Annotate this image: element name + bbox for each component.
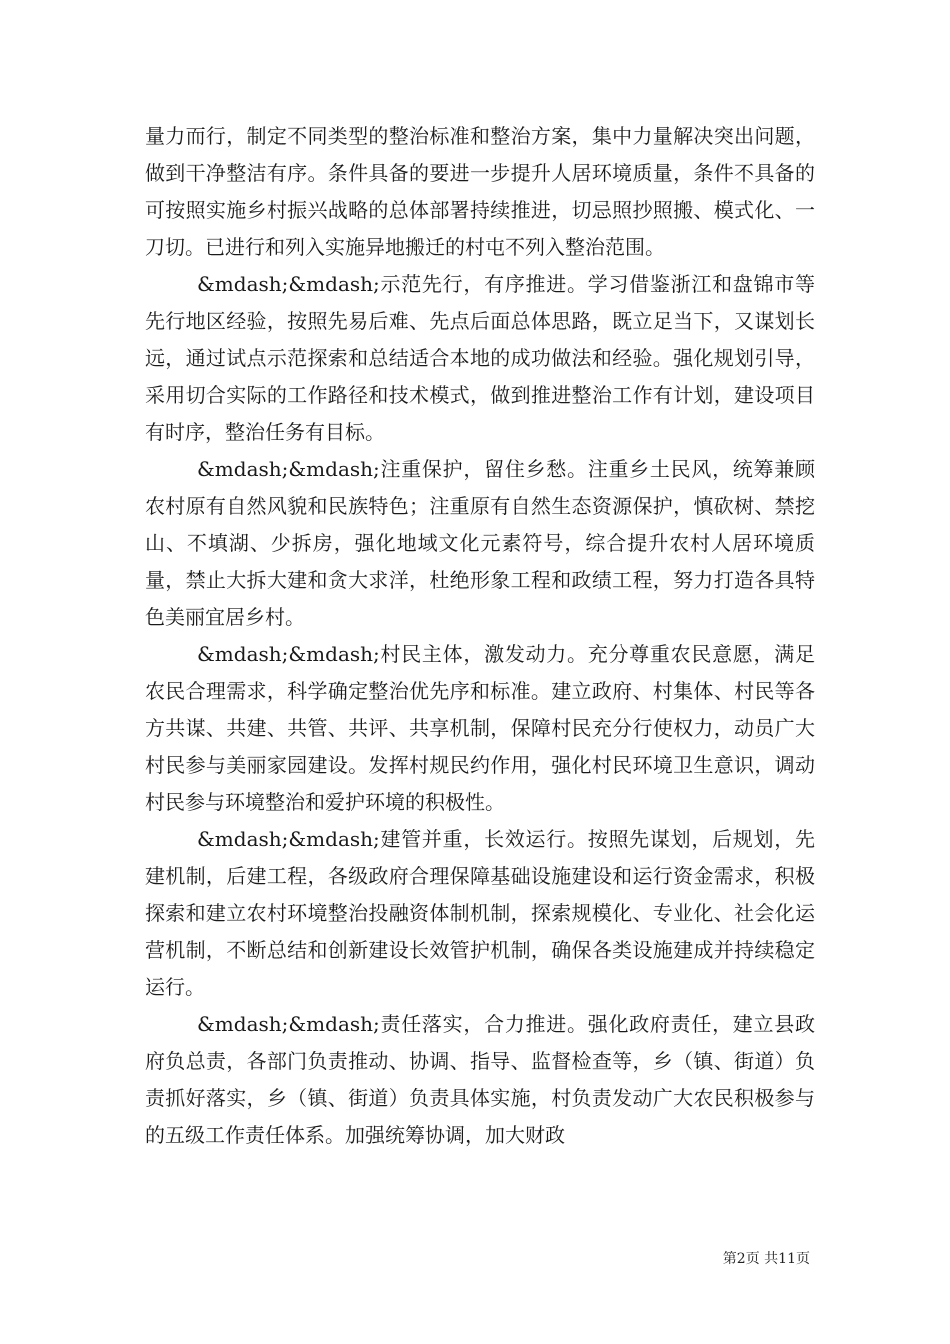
total-page-count: 11 [778, 1251, 796, 1267]
page-number-footer [700, 1248, 810, 1268]
footer-middle: 页 共 [745, 1251, 779, 1267]
document-body [145, 118, 815, 1154]
paragraph-2: &mdash;&mdash;示范先行，有序推进。学习借鉴浙江和盘锦市等先行地区经验，按照先易后难、先点后面总体思路，既立足当下，又谋划长远，通过试点示范探索和总结适合本地的成功做法和经验。强化规划引导，采用切合实际的工作路径和技术模式，做到推进整治工作有计划，建设项目有时序，整治任务有目标。 [145, 272, 815, 444]
paragraph-1: 量力而行，制定不同类型的整治标准和整治方案，集中力量解决突出问题，做到干净整洁有序。条件具备的要进一步提升人居环境质量，条件不具备的可按照实施乡村振兴战略的总体部署持续推进，切忌照抄照搬、模式化、一刀切。已进行和列入实施异地搬迁的村屯不列入整治范围。 [145, 124, 815, 259]
footer-prefix: 第 [722, 1251, 737, 1267]
current-page-number: 2 [736, 1251, 746, 1267]
paragraph-5: &mdash;&mdash;建管并重，长效运行。按照先谋划，后规划，先建机制，后建工程，各级政府合理保障基础设施建设和运行资金需求，积极探索和建立农村环境整治投融资体制机制，探索规模化、专业化、社会化运营机制，不断总结和创新建设长效管护机制，确保各类设施建成并持续稳定运行。 [145, 827, 815, 999]
paragraph-4: &mdash;&mdash;村民主体，激发动力。充分尊重农民意愿，满足农民合理需求，科学确定整治优先序和标准。建立政府、村集体、村民等各方共谋、共建、共管、共评、共享机制，保障村民充分行使权力，动员广大村民参与美丽家园建设。发挥村规民约作用，强化村民环境卫生意识，调动村民参与环境整治和爱护环境的积极性。 [145, 642, 815, 814]
paragraph-6: &mdash;&mdash;责任落实，合力推进。强化政府责任，建立县政府负总责，各部门负责推动、协调、指导、监督检查等，乡（镇、街道）负责抓好落实，乡（镇、街道）负责具体实施，村负责发动广大农民积极参与的五级工作责任体系。加强统筹协调，加大财政 [145, 1012, 815, 1147]
paragraph-3: &mdash;&mdash;注重保护，留住乡愁。注重乡土民风，统筹兼顾农村原有自然风貌和民族特色；注重原有自然生态资源保护，慎砍树、禁挖山、不填湖、少拆房，强化地域文化元素符号，综合提升农村人居环境质量，禁止大拆大建和贪大求洋，杜绝形象工程和政绩工程，努力打造各具特色美丽宜居乡村。 [145, 457, 815, 629]
footer-suffix: 页 [796, 1251, 810, 1267]
